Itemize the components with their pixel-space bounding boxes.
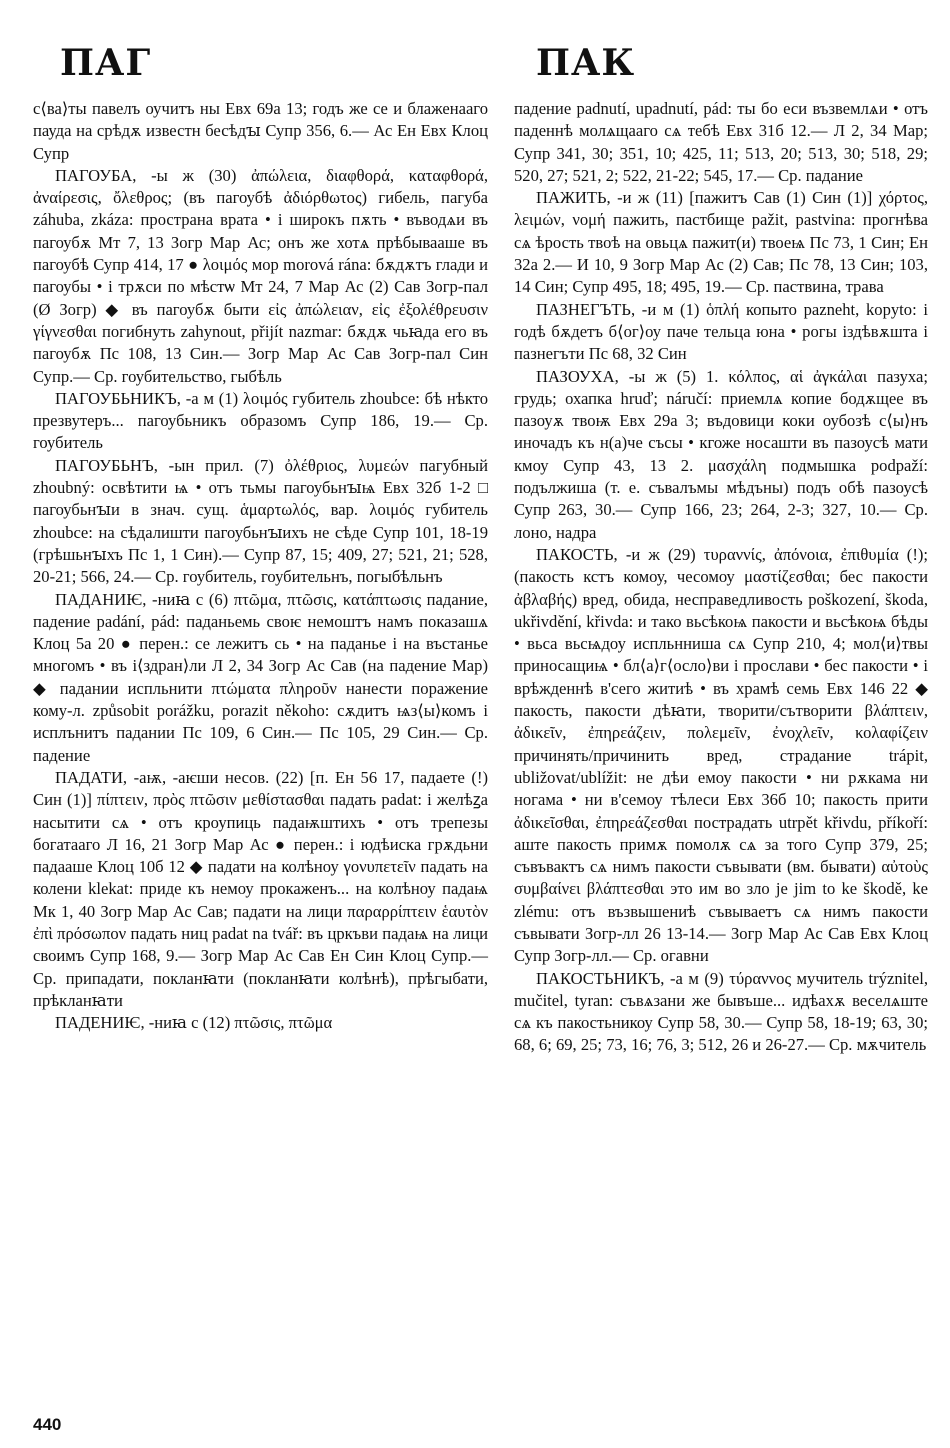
page-number: 440	[33, 1415, 62, 1434]
left-running-head: ПАГ	[60, 42, 152, 84]
entry-continuation: с⟨ва⟩ты павелъ оучитъ ны Евх 69а 13; годъ же се и блаженааго пауда на срѣдѫ известн бесѣдꙑ Супр 356, 6.— Ас Ен Евх Клоц Супр	[33, 99, 488, 163]
entry-pazhit: ПАЖИТЬ, -и ж (11) [пажитъ Сав (1) Син (1)] χόρτος, λειμών, νομή пажить, пастбище pažit, pastvina: прогнѣва сѧ ѣрость твоѣ на овьцѧ пажит(и) твоеѩ Пс 73, 1 Син; Ен 32а 2.— И 10, 9 Зогр Мар Ас (2) Сав; Пс 78, 13 Син; 103, 14 Син; Супр 495, 18; 495, 19.— Ср. паствина, трава	[514, 188, 928, 297]
entry-padenie: ПАДЕНИѤ, -ниꙗ с (12) πτῶσις, πτῶμα	[55, 1013, 333, 1033]
entry-pagoubnik: ПАГОУБЬНИКЪ, -а м (1) λοιμός губитель zhoubce: бѣ нѣкто презвутеръ... пагоубьникъ образомъ Супр 186, 19.— Ср. гоубитель	[33, 388, 488, 453]
entry-paznegt: ПАЗНЕГЪТЬ, -и м (1) ὁπλή копыто pazneht, kopyto: і годѣ бѫдетъ б⟨ог⟩оу паче тельца юна • рогы іздѣвѫшта і пазнегъти Пс 68, 32 Син	[514, 299, 928, 364]
entry-padenie-continuation: падение padnutí, upadnutí, pád: ты бо еси възвемлѧи • отъ паденнѣ молѧщааго сѧ тебѣ Евх 31б 12.— Л 2, 34 Мар; Супр 341, 30; 351, 10; 425, 11; 513, 20; 513, 30; 518, 29; 520, 27; 521, 2; 522, 21-22; 545, 17.— Ср. падание	[514, 99, 928, 185]
entry-padanie: ПАДАНИѤ, -ниꙗ с (6) πτῶμα, πτῶσις, κατάπτωσις падание, падение padání, pád: паданьемь своѥ немоштъ намъ показашѧ Клоц 5а 20 ● перен.: се лежитъ сь • на паданье і на въстанье многомъ • въ і⟨здран⟩ли Л 2, 34 Зогр Ас Сав (на падение Мар) ◆ падании испльнити πτώματα πληροῦν нанести поражение кому-л. způsobit porážku, porazit někoho: сѫдитъ ѩз⟨ы⟩комъ і исплънитъ падании Пс 109, 6 Син.— Пс 105, 29 Син.— Ср. падение	[33, 589, 488, 765]
entry-padati: ПАДАТИ, -аѭ, -аѥши несов. (22) [п. Ен 56 17, падаете (!) Син (1)] πίπτειν, πρὸς πτῶσιν μεθίστασθαι падать padat: і желѣꙁа насытити сѧ • отъ кроупиць падаѭштихъ • отъ трепезы богатааго Л 16, 21 Зогр Мар Ас ● перен.: і юдѣиска грѫдьни падааше Клоц 10б 12 ◆ падати на колѣноу γονυπετεῖν падать на колени klekat: приде къ немоу прокаженъ... на колѣноу падаѩ Мк 1, 40 Зогр Мар Ас Сав; падати на лици παραρρίπτειν ἑαυτὸν ἐπὶ πρόσωπον падать ниц padat na tvář: въ цркъви падаѩ на лици своимъ Супр 168, 9.— Зогр Мар Ас Сав Ен Син Клоц Супр.— Ср. припадати, покланꙗти (покланꙗти колѣнѣ), прѣгыбати, прѣкланꙗти	[33, 767, 488, 1010]
entry-pagouba: ПАГОУБА, -ы ж (30) ἀπώλεια, διαφθορά, καταφθορά, ἀναίρεσις, ὄλεθρος; (въ пагоубѣ ἀδιόρθωτος) гибель, пагуба záhuba, zkáza: пространа врата • і широкъ пѫть • въводѧи въ пагоубѫ Мт 7, 13 Зогр Мар Ас; онъ же хотѧ прѣбывааше въ пагоубѣ Супр 414, 17 ● λοιμός мор morová rána: бѫдѫтъ глади и пагоубы • і трѫси по мѣстѡ Мт 24, 7 Мар Ас (2) Сав Зогр-пал (Ø Зогр) ◆ въ пагоубѫ быти εἰς ἀπώλειαν, εἰς ἐξολέθρευσιν γίγνεσθαι погибнуть zahynout, přijít nazmar: бѫдѫ чьꙗда его въ пагоубѫ Пс 108, 13 Син.— Зогр Мар Ас Сав Зогр-пал Син Супр.— Ср. гоубительство, гыбѣль	[33, 165, 488, 386]
left-column	[33, 98, 488, 1034]
right-column	[514, 98, 928, 1057]
entry-pakost: ПАКОСТЬ, -и ж (29) τυραννίς, ἀπόνοια, ἐπιθυμία (!); (пакость кстъ комоу, чесомоу μαστίζεσθαι; бес пакости ἀβλαβής) вред, обида, несправедливость poškození, škoda, ukřivdění, křivda: и тако вьсѣкоѩ пакости и вьсѣкоѩ бѣды • вьса вьсѩдоу испльнниша сѧ Супр 210, 4; мол⟨и⟩твы приносащиѩ • бл⟨а⟩г⟨осло⟩ви і прослави • бес пакости • і врѣжденнѣ в'сего житиѣ • въ храмѣ семь Евх 146 22 ◆ пакость, пакости дѣꙗти, творити/сътворити βλάπτειν, ἀδικεῖν, ἐπηρεάζειν, πολεμεῖν, ἐνοχλεῖν, κολαφίζειν причинять/причинить вред, страдание trápit, ubližovat/ublížit: не дѣи емоу пакости • ни рѫкама ни ногама • ни в'семоу тѣлеси Евх 36б 10; пакость прити ἀδικεῖσθαι, ἐπηρεάζεσθαι пострадать utrpět křivdu, příkoří: аште пакость примѫ помолѫ сѧ за того Супр 379, 25; съвъвактъ сѧ нимъ пакости съвывати (вм. бывати) αὐτοὺς συμβαίνει βλάπτεσθαι это им во зло je jim to ke škodě, ke zlému: отъ възвышениѣ съвываетъ сѧ нимъ пакости съвывати Зогр-лл 26 13-14.— Зогр Мар Ас Сав Евх Клоц Супр Зогр-лл.— Ср. огавни	[514, 544, 928, 966]
entry-pagoubn: ПАГОУБЬНЪ, -ын прил. (7) ὀλέθριος, λυμεών пагубный zhoubný: освѣтити ѩ • отъ тьмы пагоубьнꙑѩ Евх 32б 1-2 □ пагоубьнꙑи в знач. сущ. ἁμαρτωλός, вар. λοιμός губитель zhoubce: на сѣдалишти пагоубьнꙑихъ не сѣде Супр 101, 18-19 (грѣшьнꙑхъ Пс 1, 1 Син).— Супр 87, 15; 409, 27; 521, 21; 528, 20-21; 566, 24.— Ср. гоубитель, гоубительнъ, погыбѣльнъ	[33, 455, 488, 587]
right-running-head: ПАК	[536, 42, 636, 84]
entry-pakostnik: ПАКОСТЬНИКЪ, -а м (9) τύραννος мучитель trýznitel, mučitel, tyran: съвѧзани же бывъше... идѣахѫ веселѧште сѧ къ пакостьникоу Супр 58, 30.— Супр 58, 18-19; 63, 30; 68, 6; 69, 25; 73, 16; 76, 3; 512, 26 и 26-27.— Ср. мѫчитель	[514, 968, 928, 1055]
entry-pazoukha: ПАЗОУХА, -ы ж (5) 1. κόλπος, αἱ ἀγκάλαι пазуха; грудь; охапка hruď; náručí: приемлѧ копие бодѫщее въ пазоуѫ твоѭ Евх 29а 3; въдовици коки оубозѣ с⟨ы⟩нъ иночадъ къ н(а)че съсы • кгоже носашти въ пазоусѣ мати кмоу Супр 43, 13 2. μασχάλη подмышка podpaží: подължиша (т. е. съвалъмы мѣдъны) подъ обѣ пазоусѣ Супр 263, 30.— Супр 166, 23; 264, 2-3; 327, 10.— Ср. лоно, надра	[514, 366, 928, 542]
